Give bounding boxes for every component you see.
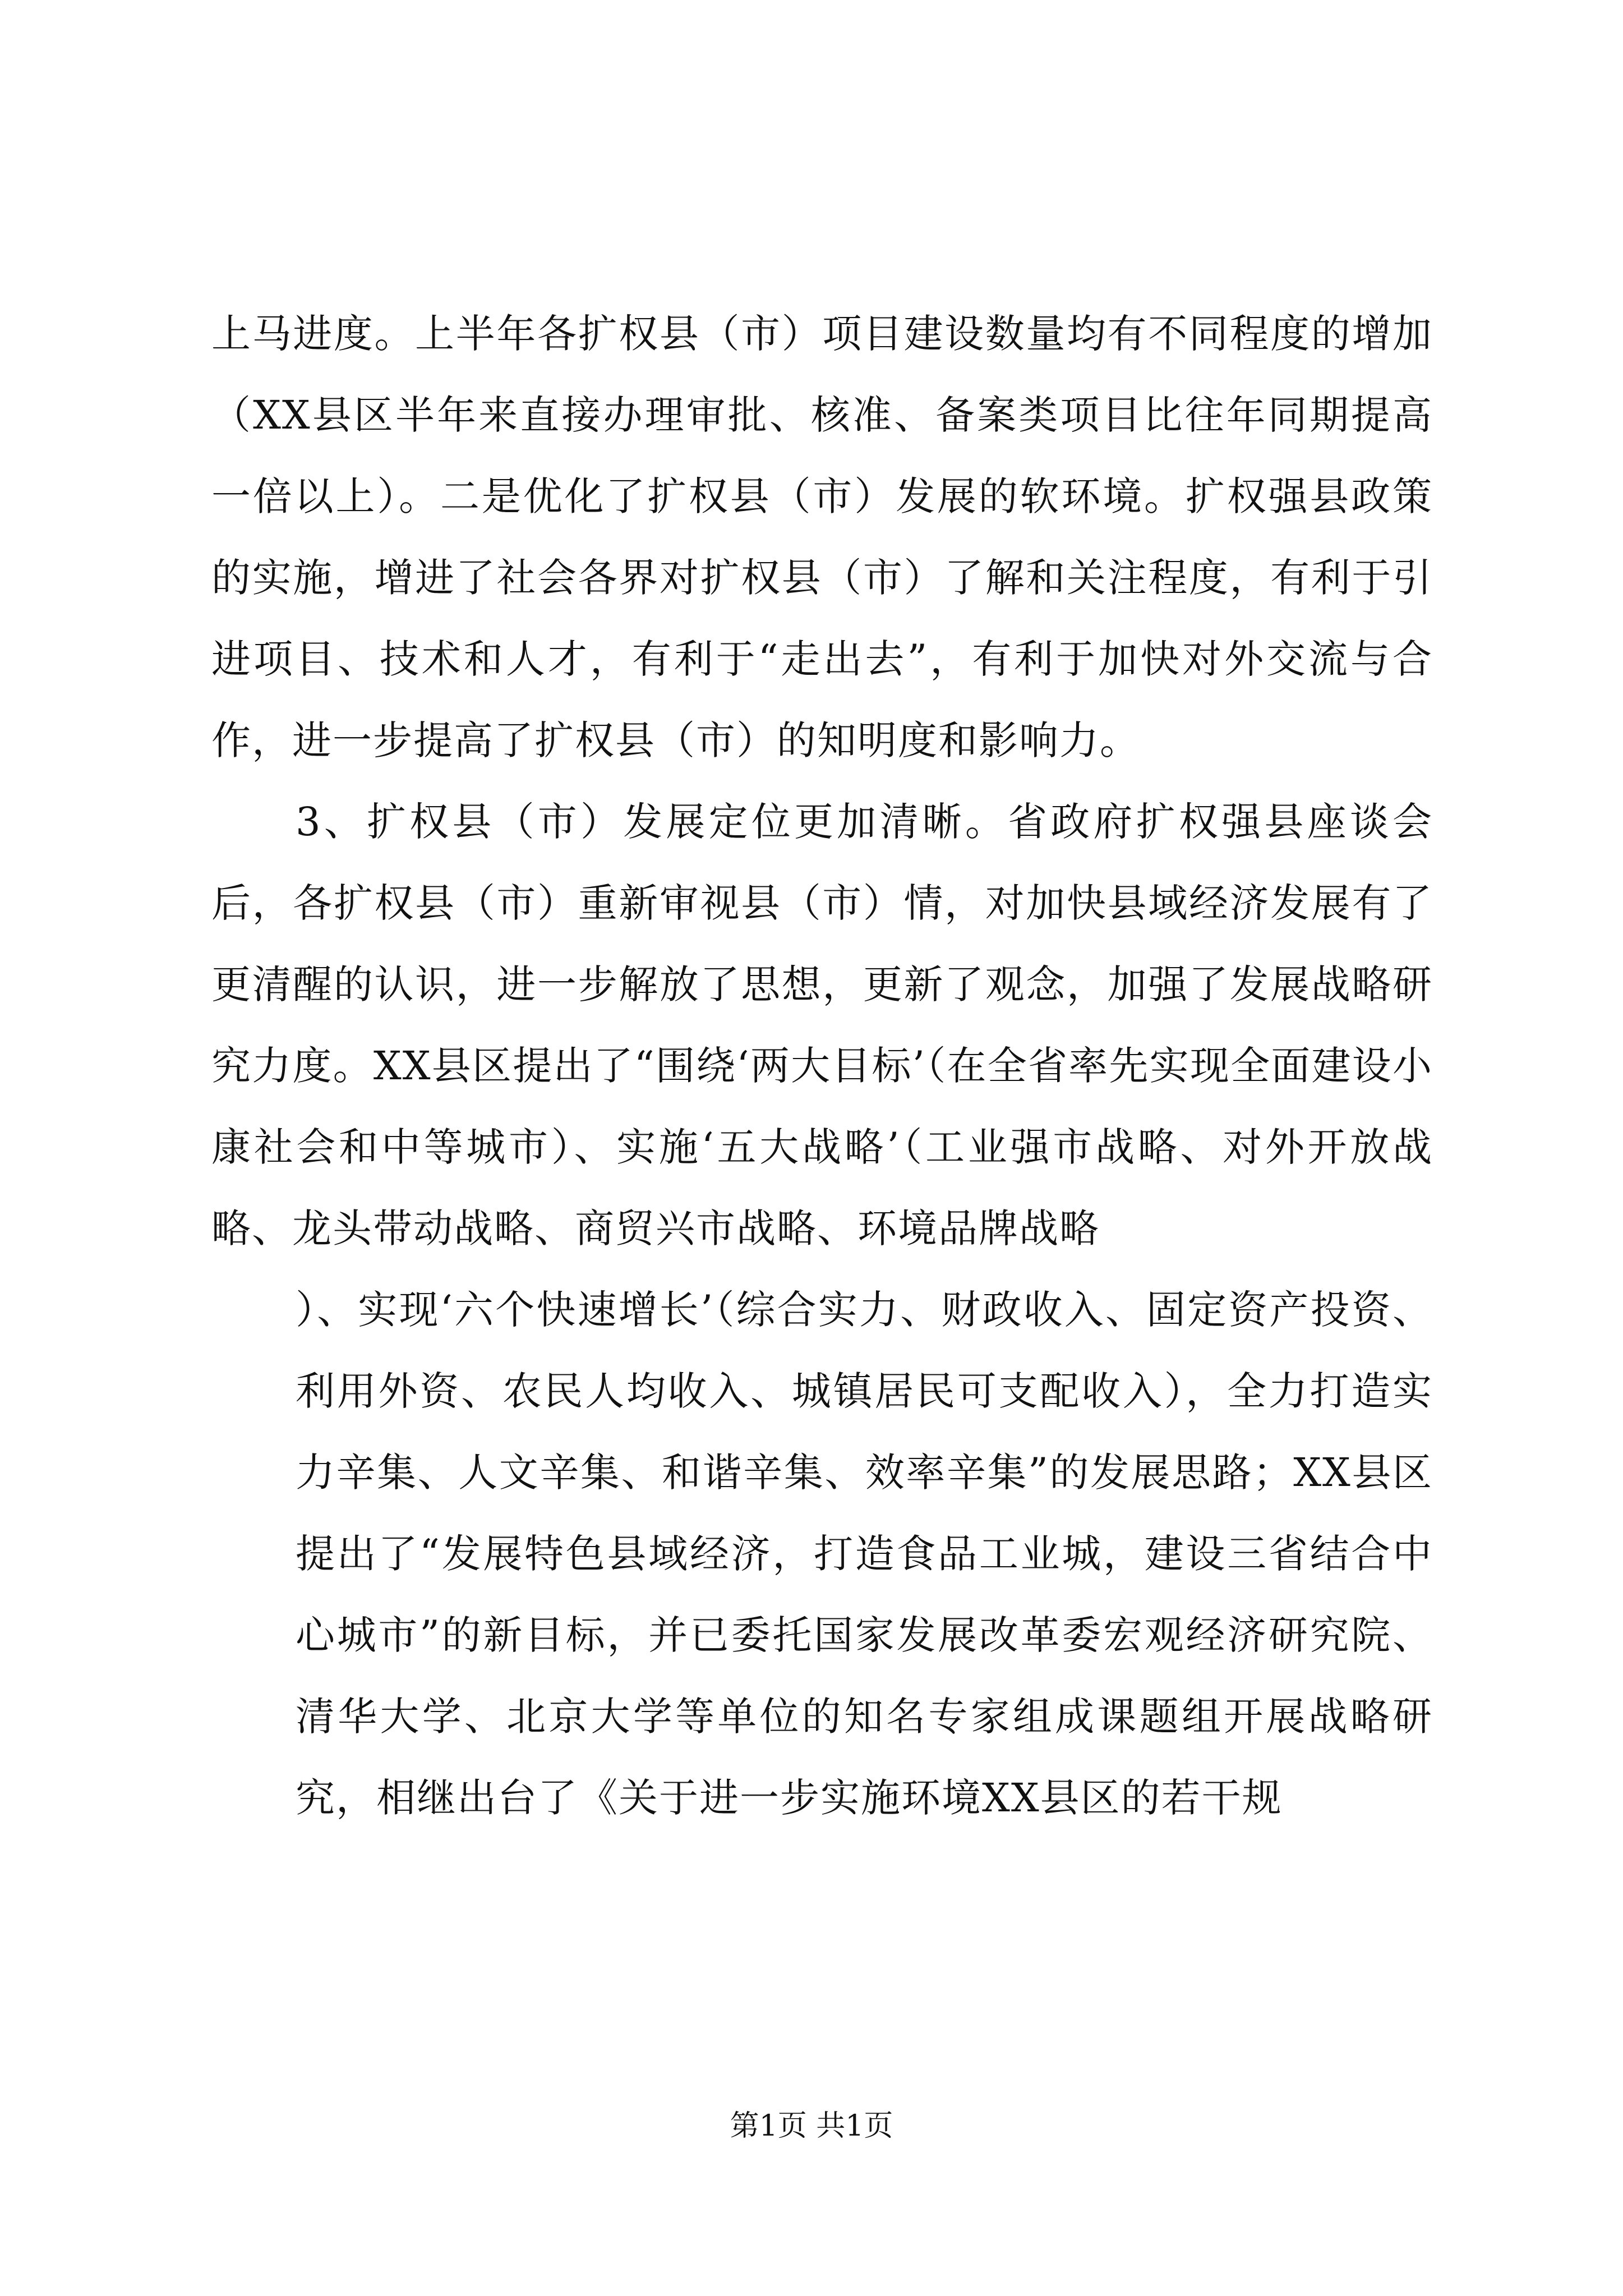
paragraph-3: ）、实现‘六个快速增长’（综合实力、财政收入、固定资产投资、利用外资、农民人均收入、城镇居民可支配收入），全力打造实力辛集、人文辛集、和谐辛集、效率辛集”的发展思路；XX县区提出了“发展特色县域经济，打造食品工业城，建设三省结合中心城市”的新目标，并已委托国家发展改革委宏观经济研究院、清华大学、北京大学等单位的知名专家组成课题组开展战略研究，相继出台了《关于进一步实施环境XX县区的若干规 (296, 1287, 1433, 1821)
paragraph-2: 3、扩权县（市）发展定位更加清晰。省政府扩权强县座谈会后，各扩权县（市）重新审视县（市）情，对加快县域经济发展有了更清醒的认识，进一步解放了思想，更新了观念，加强了发展战略研究力度。XX县区提出了“围绕‘两大目标’（在全省率先实现全面建设小康社会和中等城市）、实施‘五大战略’（工业强市战略、对外开放战略、龙头带动战略、商贸兴市战略、环境品牌战略 (211, 799, 1433, 1251)
page-footer: 第1页 共1页 (730, 2109, 893, 2143)
paragraph-1: 上马进度。上半年各扩权县（市）项目建设数量均有不同程度的增加（XX县区半年来直接办理审批、核准、备案类项目比往年同期提高一倍以上）。二是优化了扩权县（市）发展的软环境。扩权强县政策的实施，增进了社会各界对扩权县（市）了解和关注程度，有利于引进项目、技术和人才，有利于“走出去”，有利于加快对外交流与合作，进一步提高了扩权县（市）的知明度和影响力。 (211, 311, 1433, 763)
document-body (211, 293, 1433, 1839)
